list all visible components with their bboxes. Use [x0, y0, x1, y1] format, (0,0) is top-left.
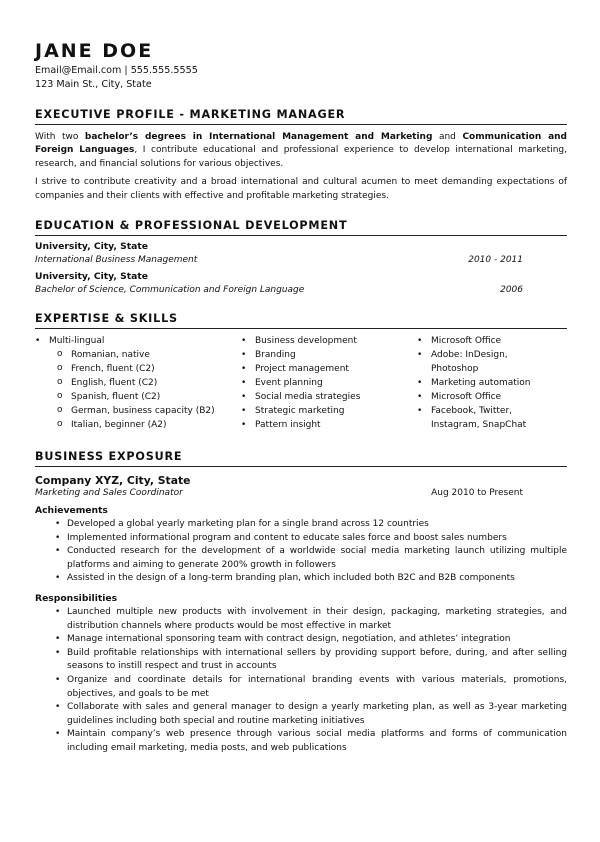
skill-item: • Adobe: InDesign, Photoshop [417, 348, 557, 376]
profile-heading: EXECUTIVE PROFILE - MARKETING MANAGER [35, 108, 567, 125]
language-item: o English, fluent (C2) [35, 376, 241, 390]
skill-item: • Project management [241, 362, 417, 376]
address-line: 123 Main St., City, State [35, 79, 152, 90]
education-entry [35, 241, 567, 266]
skills-column-3 [417, 334, 557, 432]
profile-degree-1: bachelor’s degrees in International Management and Marketing [84, 132, 433, 142]
language-item: o Spanish, fluent (C2) [35, 390, 241, 404]
education-school: University, City, State [35, 271, 148, 283]
achievement-item: • Assisted in the design of a long-term branding plan, which included both B2C and B2B components [35, 572, 567, 586]
candidate-name: JANE DOE [35, 40, 154, 62]
skill-item: • Social media strategies [241, 390, 417, 404]
resume-header [35, 40, 567, 92]
education-entry [35, 271, 567, 296]
achievements-heading: Achievements [35, 505, 108, 517]
profile-paragraph-1 [35, 131, 567, 171]
resume-page [35, 40, 567, 756]
experience-section [35, 450, 567, 756]
responsibility-item: • Build profitable relationships with international sellers by providing support before, during, and after selling seasons to instill respect and trust in accounts [35, 647, 567, 674]
skills-section [35, 312, 567, 432]
achievements-list [35, 518, 567, 586]
education-degree: International Business Management [35, 254, 198, 265]
language-item: o Italian, beginner (A2) [35, 418, 241, 432]
education-heading: EDUCATION & PROFESSIONAL DEVELOPMENT [35, 219, 567, 236]
skill-item: • Microsoft Office [417, 334, 557, 348]
profile-paragraph-2: I strive to contribute creativity and a broad international and cultural acumen to meet demanding expectations of companies and their clients with effective and profitable marketing strategies. [35, 177, 567, 201]
education-detail-row [35, 254, 567, 267]
language-item: o German, business capacity (B2) [35, 404, 241, 418]
skill-item: • Microsoft Office [417, 390, 557, 404]
job-role: Marketing and Sales Coordinator [35, 488, 183, 499]
skill-item: • Pattern insight [241, 418, 417, 432]
language-item: o French, fluent (C2) [35, 362, 241, 376]
education-date: 2010 - 2011 [468, 254, 523, 265]
language-item: o Romanian, native [35, 348, 241, 362]
contact-line: Email@Email.com | 555.555.5555 [35, 65, 198, 76]
responsibility-item: • Collaborate with sales and general manager to design a yearly marketing plan, as well as 3-year marketing guidelines including both special and routine marketing initiatives [35, 701, 567, 728]
job-dates: Aug 2010 to Present [431, 488, 523, 499]
responsibility-item: • Organize and coordinate details for international branding events with various materials, promotions, objectives, and goals to be met [35, 674, 567, 701]
role-row [35, 487, 567, 500]
skill-item: • Marketing automation [417, 376, 557, 390]
skill-item: • Branding [241, 348, 417, 362]
skills-heading: EXPERTISE & SKILLS [35, 312, 567, 329]
education-date: 2006 [500, 284, 523, 295]
skill-item: • Multi-lingual [35, 334, 241, 348]
responsibility-item: • Manage international sponsoring team with contract design, negotiation, and athletes’ integration [35, 633, 567, 647]
skill-item: • Strategic marketing [241, 404, 417, 418]
skills-columns [35, 334, 567, 432]
achievement-item: • Conducted research for the development of a worldwide social media marketing launch utilizing multiple platforms and aiming to generate 200% growth in followers [35, 545, 567, 572]
responsibilities-heading: Responsibilities [35, 593, 118, 604]
job-header [35, 474, 567, 487]
achievement-item: • Implemented informational program and content to educate sales force and boost sales numbers [35, 532, 567, 546]
education-degree: Bachelor of Science, Communication and Foreign Language [35, 284, 305, 295]
skills-column-1 [35, 334, 241, 432]
skill-item: • Business development [241, 334, 417, 348]
education-detail-row [35, 284, 567, 297]
profile-text: and [432, 132, 463, 142]
responsibilities-list [35, 606, 567, 756]
skill-item: • Event planning [241, 376, 417, 390]
company-name: Company XYZ, City, State [35, 474, 191, 488]
responsibility-item: • Launched multiple new products with involvement in their design, packaging, marketing strategies, and distribution channels where products would be most effective in market [35, 606, 567, 633]
profile-text: , I contribute educational and professional experience to develop international marketing, research, and financial solutions for various objectives. [35, 145, 568, 169]
achievement-item: • Developed a global yearly marketing plan for a single brand across 12 countries [35, 518, 567, 532]
profile-text: With two [35, 132, 85, 142]
experience-heading: BUSINESS EXPOSURE [35, 450, 567, 467]
profile-section [35, 108, 567, 203]
skill-item: • Facebook, Twitter, Instagram, SnapChat [417, 404, 557, 432]
profile-degree-2: Communication and Foreign Languages [35, 132, 567, 156]
education-section [35, 219, 567, 296]
skills-column-2 [241, 334, 417, 432]
education-school: University, City, State [35, 241, 148, 253]
responsibility-item: • Maintain company’s web presence through various social media platforms and forms of communication including email marketing, media posts, and web publications [35, 728, 567, 755]
